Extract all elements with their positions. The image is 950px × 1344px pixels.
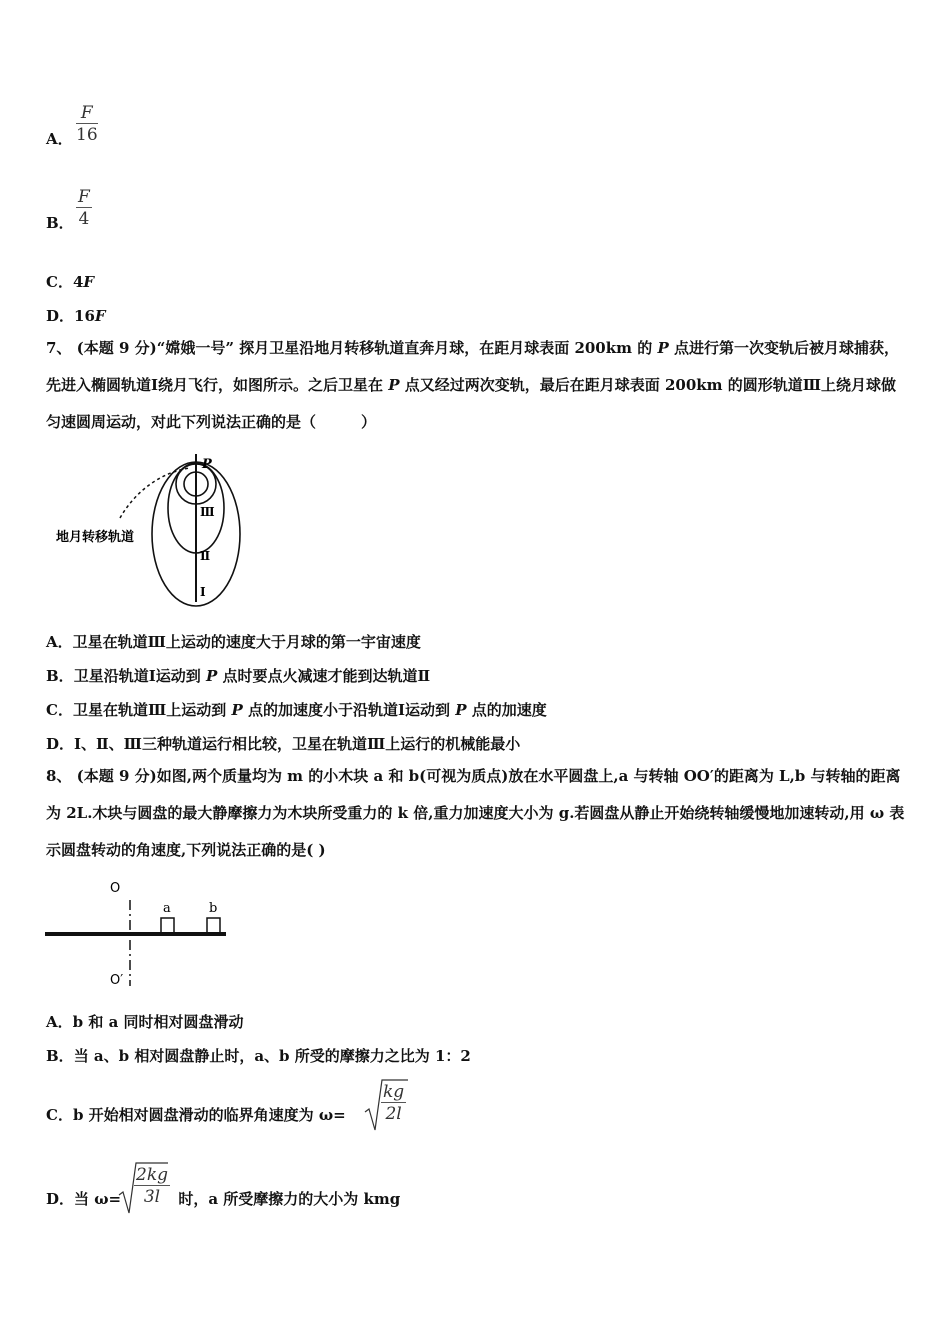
q7-option-d: D．Ⅰ、Ⅱ、Ⅲ三种轨道运行相比较，卫星在轨道Ⅲ上运行的机械能最小: [46, 735, 521, 753]
q7-option-b: B．卫星沿轨道Ⅰ运动到 P 点时要点火减速才能到达轨道Ⅱ: [46, 667, 431, 685]
label-o: O: [110, 881, 121, 896]
label-orbit-1: Ⅰ: [200, 585, 206, 599]
q6-option-d: D．16F: [46, 307, 106, 325]
label-a: a: [163, 901, 171, 916]
q8-stem: 8、 (本题 9 分)如图,两个质量均为 m 的小木块 a 和 b(可视为质点)放在水平圆盘上,a 与转轴 OO′的距离为 L,b 与转轴的距离为 2L.木块与圆盘的最大静摩擦力为木块所受重力的 k 倍,重力加速度大小为 g.若圆盘从静止开始绕转轴缓慢地加速转动,用 ω 表示圆盘转动的角速度,下列说法正确的是( ): [46, 767, 905, 859]
option-label: B．: [46, 214, 74, 232]
fraction-f-over-4: F 4: [78, 187, 90, 229]
q8-option-b: B．当 a、b 相对圆盘静止时，a、b 所受的摩擦力之比为 1：2: [46, 1047, 471, 1065]
orbit-diagram: [50, 450, 310, 610]
label-transfer-orbit: 地月转移轨道: [56, 530, 135, 545]
turntable-diagram: [40, 876, 240, 991]
label-o-prime: O′: [110, 973, 124, 988]
label-b: b: [209, 901, 218, 916]
q8-option-d: D．当 ω= 时，a 所受摩擦力的大小为 kmg: [46, 1190, 401, 1208]
label-p: P: [202, 457, 212, 472]
q8-option-c: C．b 开始相对圆盘滑动的临界角速度为 ω=: [46, 1106, 346, 1124]
q7-stem: 7、 (本题 9 分)“嫦娥一号” 探月卫星沿地月转移轨道直奔月球，在距月球表面 200km 的 P 点进行第一次变轨后被月球捕获，先进入椭圆轨道Ⅰ绕月飞行，如图所示。之后卫星在 P 点又经过两次变轨，最后在距月球表面 200km 的圆形轨道Ⅲ上绕月球做匀速圆周运动，对此下列说法正确的是（ ）: [46, 339, 899, 431]
q6-option-c: C．4F: [46, 273, 95, 291]
q6-option-a: [46, 128, 73, 149]
q7-option-c: C．卫星在轨道Ⅲ上运动到 P 点的加速度小于沿轨道Ⅰ运动到 P 点的加速度: [46, 701, 547, 719]
option-label: A．: [46, 130, 73, 148]
q8-option-a: A．b 和 a 同时相对圆盘滑动: [46, 1013, 244, 1031]
q6-option-b: [46, 212, 74, 233]
q7-option-a: A．卫星在轨道Ⅲ上运动的速度大于月球的第一宇宙速度: [46, 633, 421, 651]
fraction-f-over-16: F 16: [76, 103, 98, 145]
label-orbit-2: Ⅱ: [200, 549, 211, 563]
label-orbit-3: Ⅲ: [200, 505, 215, 519]
